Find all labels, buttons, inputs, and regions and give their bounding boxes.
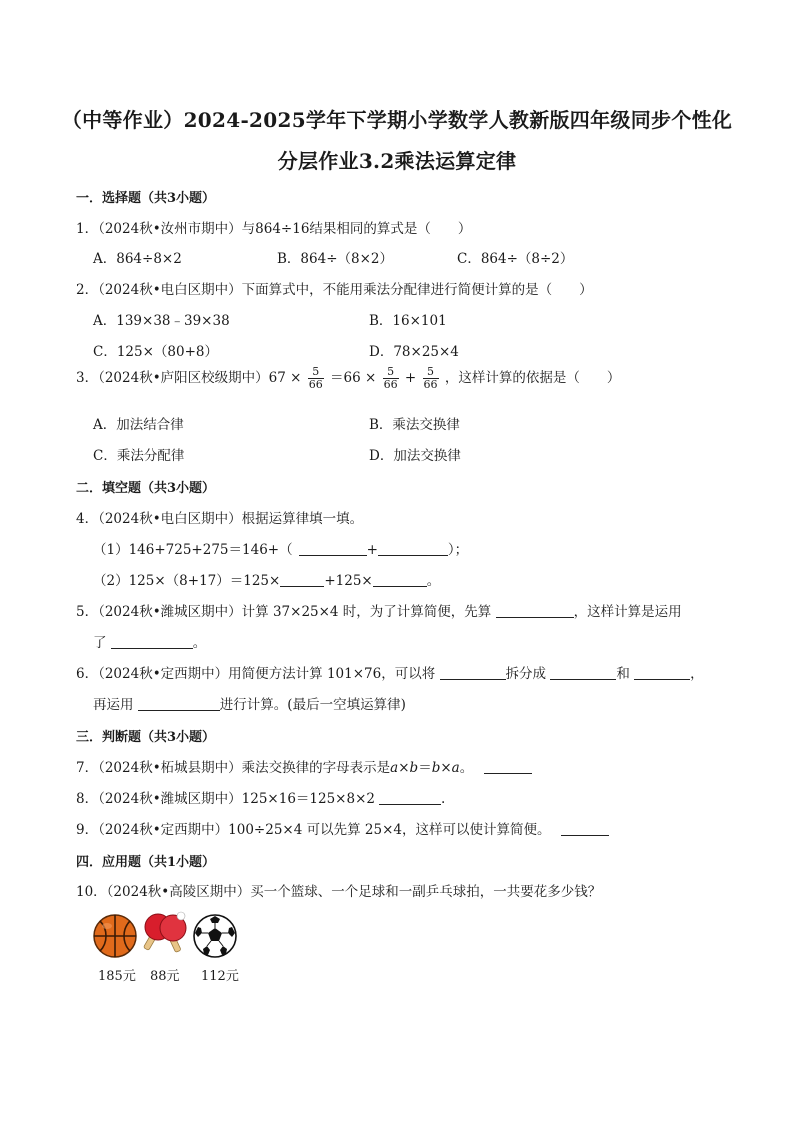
answer-blank[interactable] [373, 572, 427, 587]
question-7: 7．（2024秋•柘城县期中）乘法交换律的字母表示是a×b＝b×a。 [76, 756, 532, 776]
question-6-line-1: 6．（2024秋•定西期中）用简便方法计算 101×76，可以将 拆分成 和 ， [76, 666, 704, 682]
section-heading-application: 四．应用题（共1小题） [76, 855, 216, 870]
answer-blank[interactable] [440, 665, 506, 680]
fraction: $\frac{5}{66}$ [423, 365, 438, 391]
question-2-option-b: B．16×101 [369, 313, 447, 329]
section-heading-choice: 一．选择题（共3小题） [76, 191, 216, 206]
question-5-line-2: 了 。 [93, 635, 207, 651]
answer-blank[interactable] [484, 759, 532, 774]
question-1-option-c: C．864÷（8÷2） [457, 251, 574, 267]
answer-blank[interactable] [379, 790, 441, 805]
question-1-stem: 1．（2024秋•汝州市期中）与864÷16结果相同的算式是（ ） [76, 221, 472, 237]
question-2-option-d: D．78×25×4 [369, 344, 459, 360]
question-3-option-b: B．乘法交换律 [369, 417, 460, 433]
question-1-option-b: B．864÷（8×2） [277, 251, 393, 267]
question-4-part-1: （1）146+725+275＝146+（ + ）； [93, 542, 469, 558]
answer-blank[interactable] [561, 821, 609, 836]
page-title-line1: （中等作业）2024-2025学年下学期小学数学人教新版四年级同步个性化 [61, 108, 733, 132]
section-heading-judge: 三．判断题（共3小题） [76, 730, 216, 745]
paddles-price: 88元 [150, 969, 180, 984]
section-heading-fill: 二．填空题（共3小题） [76, 481, 216, 496]
question-2-stem: 2．（2024秋•电白区期中）下面算式中，不能用乘法分配律进行简便计算的是（ ） [76, 282, 593, 298]
question-8: 8．（2024秋•潍城区期中）125×16＝125×8×2 . [76, 791, 446, 807]
answer-blank[interactable] [378, 541, 448, 556]
question-6-line-2: 再运用 进行计算。(最后一空填运算律) [93, 697, 406, 713]
question-4-part-2: （2）125×（8+17）＝125× +125× 。 [93, 573, 441, 589]
question-3-stem: 3．（2024秋•庐阳区校级期中）67 × $\frac{5}{66}$ ＝66 × $\frac{5}{66}$ + $\frac{5}{66}$ ，这样计算的依据是（ ） [76, 365, 621, 391]
page-title-line2: 分层作业3.2乘法运算定律 [277, 149, 517, 173]
basketball-price: 185元 [98, 969, 136, 984]
basketball-icon [92, 913, 138, 959]
answer-blank[interactable] [496, 603, 574, 618]
ping-pong-paddles-icon [141, 910, 189, 956]
soccer-ball-icon [192, 913, 238, 959]
answer-blank[interactable] [299, 541, 367, 556]
fraction: $\frac{5}{66}$ [308, 365, 323, 391]
question-9: 9．（2024秋•定西期中）100÷25×4 可以先算 25×4，这样可以使计算简便。 [76, 818, 609, 838]
question-2-option-a: A．139×38﹣39×38 [93, 313, 230, 329]
question-10-stem: 10．（2024秋•高陵区期中）买一个篮球、一个足球和一副乒乓球拍，一共要花多少钱？ [76, 884, 602, 900]
soccer-ball-price: 112元 [201, 969, 239, 984]
answer-blank[interactable] [111, 634, 193, 649]
answer-blank[interactable] [280, 572, 324, 587]
question-3-option-d: D．加法交换律 [369, 448, 461, 464]
answer-blank[interactable] [138, 696, 220, 711]
question-4-stem: 4．（2024秋•电白区期中）根据运算律填一填。 [76, 511, 364, 527]
question-5-line-1: 5．（2024秋•潍城区期中）计算 37×25×4 时，为了计算简便，先算 ，这样计算是运用 [76, 604, 682, 620]
fraction: $\frac{5}{66}$ [383, 365, 398, 391]
answer-blank[interactable] [634, 665, 690, 680]
question-1-option-a: A．864÷8×2 [93, 251, 182, 267]
question-3-option-a: A．加法结合律 [93, 417, 184, 433]
question-3-option-c: C．乘法分配律 [93, 448, 185, 464]
question-2-option-c: C．125×（80+8） [93, 344, 218, 360]
answer-blank[interactable] [550, 665, 616, 680]
